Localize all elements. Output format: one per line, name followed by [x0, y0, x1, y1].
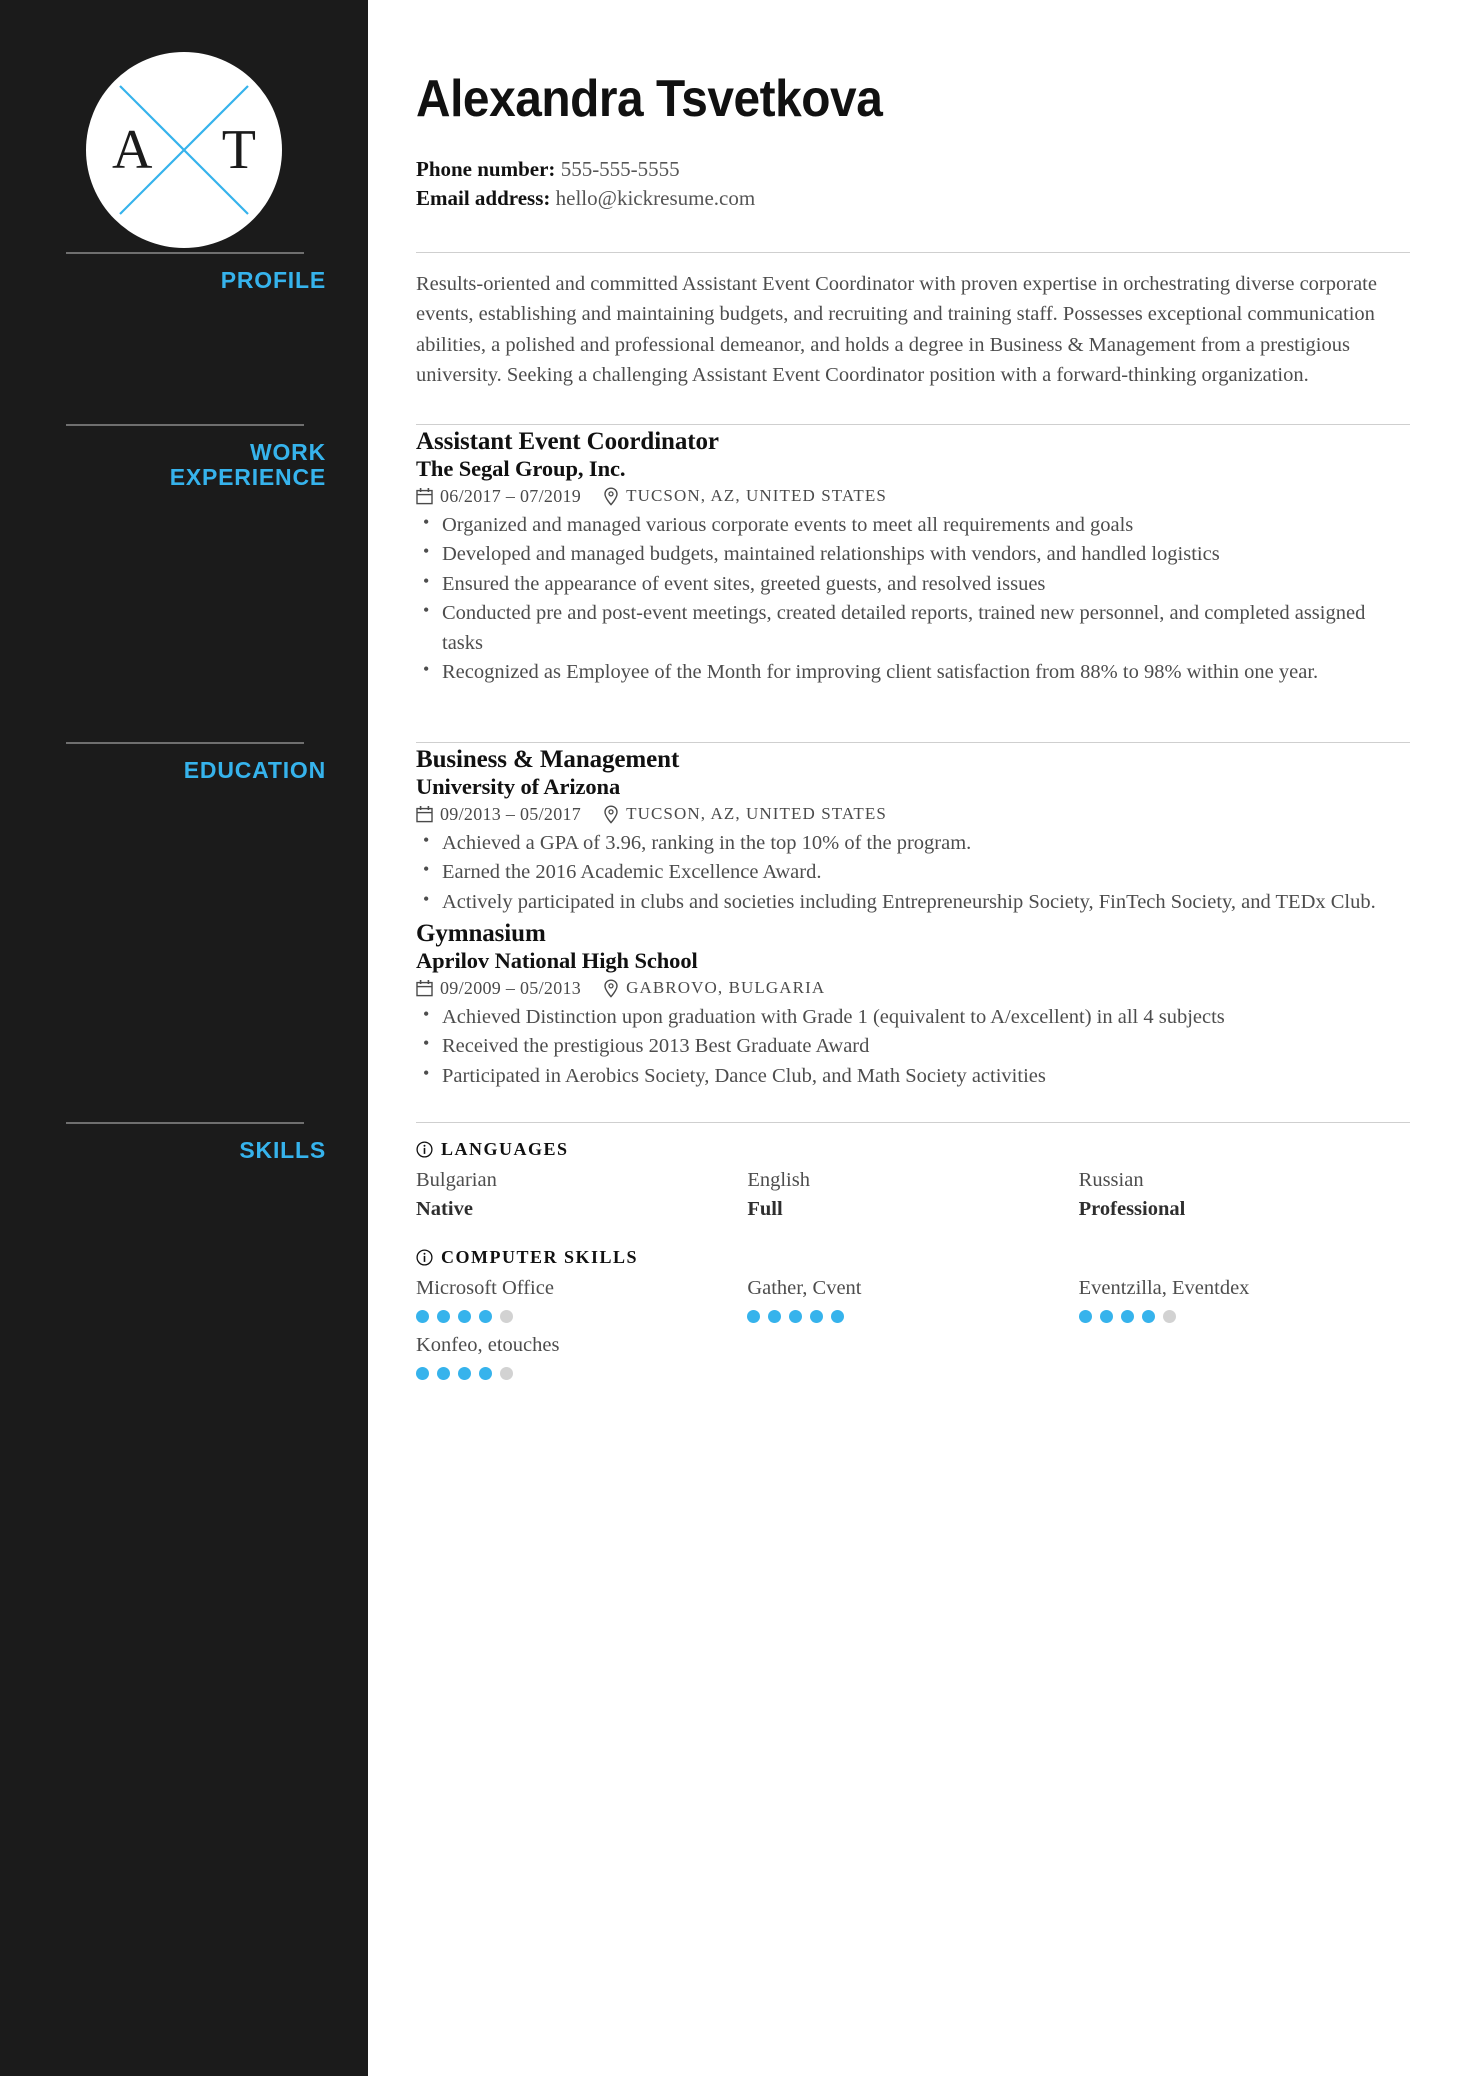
entry-bullet-list: [416, 829, 1410, 918]
list-item: • Participated in Aerobics Society, Dance Club, and Math Society activities: [416, 1062, 1410, 1092]
language-item: [416, 1166, 747, 1231]
rating-dot: [437, 1367, 450, 1380]
section-skills: [416, 1122, 1410, 1388]
computer-skill-name: Microsoft Office: [416, 1277, 554, 1300]
rating-dot: [831, 1310, 844, 1323]
rating-dot: [747, 1310, 760, 1323]
rating-dot: [1079, 1310, 1092, 1323]
contact-row-phone: [416, 155, 1410, 185]
list-item: • Recognized as Employee of the Month for improving client satisfaction from 88% to 98% within one year.: [416, 658, 1410, 688]
list-item: • Organized and managed various corporate events to meet all requirements and goals: [416, 511, 1410, 541]
sidebar-label-line: WORK: [249, 439, 326, 465]
sidebar-label-line: EXPERIENCE: [169, 463, 326, 490]
rating-dot: [500, 1310, 513, 1323]
entry-title: Gymnasium: [416, 920, 546, 948]
language-level: Full: [747, 1197, 783, 1220]
resume-entry: [416, 425, 1410, 688]
rating-dot: [789, 1310, 802, 1323]
sidebar-section-labels: [0, 0, 368, 2076]
entry-dates: 09/2013 – 05/2017: [440, 803, 582, 824]
section-education: [416, 742, 1410, 1091]
computer-skill-name: Eventzilla, Eventdex: [1078, 1277, 1250, 1300]
entry-title: Business & Management: [416, 746, 680, 773]
entry-title: Assistant Event Coordinator: [416, 428, 719, 455]
resume-entry: [416, 917, 1410, 1091]
contact-block: [416, 155, 1410, 215]
computer-skill-item: [416, 1274, 747, 1331]
info-icon: [416, 1141, 433, 1158]
rating-dot: [1163, 1310, 1176, 1323]
language-name: Bulgarian: [416, 1169, 497, 1191]
entry-organization: University of Arizona: [416, 774, 621, 799]
rating-dot: [768, 1310, 781, 1323]
education-entry-list: [416, 743, 1410, 1091]
location-pin-icon: [603, 979, 619, 998]
sidebar: [0, 0, 368, 2076]
list-item: • Achieved a GPA of 3.96, ranking in the top 10% of the program.: [416, 829, 1410, 859]
calendar-icon: [416, 805, 433, 823]
computer-skill-item: [416, 1331, 747, 1388]
language-item: [1079, 1166, 1410, 1231]
rating-dot: [437, 1310, 450, 1323]
calendar-icon: [416, 979, 433, 997]
sidebar-rule-profile: [66, 252, 304, 254]
rating-dot: [1121, 1310, 1134, 1323]
language-level: Native: [416, 1197, 473, 1220]
header: [416, 0, 1410, 214]
contact-label-email: Email address:: [416, 186, 551, 211]
section-profile: [416, 252, 1410, 390]
sidebar-label-line: SKILLS: [239, 1137, 326, 1163]
computer-skill-item: [747, 1274, 1078, 1331]
languages-heading: [416, 1139, 1410, 1160]
sidebar-rule-work-experience: [66, 424, 304, 426]
entry-meta: [416, 486, 1410, 507]
entry-organization: Aprilov National High School: [416, 948, 698, 974]
computer-skill-item: [1079, 1274, 1410, 1331]
computer-skill-name: Konfeo, etouches: [416, 1334, 560, 1357]
entry-location: TUCSON, AZ, UNITED STATES: [626, 486, 887, 506]
profile-summary-text: Results-oriented and committed Assistant Event Coordinator with proven expertise in orchestrating diverse corporate events, establishing and maintaining budgets, and recruiting and training staff. Possesses exceptional communication abilities, a polished and professional demeanor, and holds a degree in Business & Management from a prestigious university. Seeking a challenging Assistant Event Coordinator position with a forward-thinking organization.: [416, 273, 1377, 386]
rating-dot: [500, 1367, 513, 1380]
entry-location: GABROVO, BULGARIA: [626, 978, 826, 998]
contact-row-email: [416, 184, 1410, 214]
rating-dot: [416, 1310, 429, 1323]
sidebar-rule-education: [66, 742, 304, 744]
language-name: Russian: [1078, 1169, 1144, 1191]
sidebar-item-skills: [64, 1138, 326, 1163]
rating-dot: [1142, 1310, 1155, 1323]
language-level: Professional: [1078, 1197, 1186, 1220]
skill-rating: [747, 1310, 1078, 1323]
contact-value-phone: 555-555-5555: [560, 156, 680, 181]
skill-rating: [416, 1310, 747, 1323]
list-item: • Actively participated in clubs and societies including Entrepreneurship Society, FinTech Society, and TEDx Club.: [416, 888, 1410, 918]
rating-dot: [1100, 1310, 1113, 1323]
skill-rating: [1079, 1310, 1410, 1323]
entry-dates: 09/2009 – 05/2013: [440, 977, 582, 998]
languages-heading-label: LANGUAGES: [441, 1139, 569, 1159]
logo-initial-left: A: [112, 119, 153, 181]
entry-organization: The Segal Group, Inc.: [416, 456, 626, 481]
main-column: [368, 0, 1468, 2076]
sidebar-label-line: EDUCATION: [183, 757, 326, 783]
work-entry-list: [416, 425, 1410, 688]
contact-value-email: hello@kickresume.com: [555, 186, 756, 211]
rating-dot: [458, 1367, 471, 1380]
entry-meta: [416, 978, 1410, 999]
computer-skills-heading: [416, 1247, 1410, 1268]
entry-location: TUCSON, AZ, UNITED STATES: [626, 804, 887, 824]
page-title: Alexandra Tsvetkova: [416, 70, 883, 128]
entry-meta: [416, 804, 1410, 825]
rating-dot: [479, 1367, 492, 1380]
list-item: • Developed and managed budgets, maintained relationships with vendors, and handled logistics: [416, 540, 1410, 570]
list-item: • Earned the 2016 Academic Excellence Award.: [416, 858, 1410, 888]
languages-grid: [416, 1166, 1410, 1231]
list-item: • Ensured the appearance of event sites, greeted guests, and resolved issues: [416, 570, 1410, 600]
logo-initial-right: T: [221, 119, 256, 181]
rating-dot: [458, 1310, 471, 1323]
language-name: English: [747, 1169, 810, 1191]
entry-bullet-list: [416, 511, 1410, 688]
rating-dot: [416, 1367, 429, 1380]
info-icon: [416, 1249, 433, 1266]
computer-skills-heading-label: COMPUTER SKILLS: [441, 1247, 639, 1268]
section-divider: [416, 1122, 1410, 1123]
contact-label-phone: Phone number:: [416, 156, 556, 181]
calendar-icon: [416, 487, 433, 505]
sidebar-item-education: [64, 758, 326, 783]
entry-bullet-list: [416, 1003, 1410, 1092]
section-work-experience: [416, 424, 1410, 688]
entry-dates: 06/2017 – 07/2019: [440, 485, 582, 506]
sidebar-label-line: PROFILE: [220, 267, 326, 293]
list-item: • Conducted pre and post-event meetings, created detailed reports, trained new personnel, and completed assigned tasks: [416, 599, 1410, 658]
rating-dot: [479, 1310, 492, 1323]
list-item: • Received the prestigious 2013 Best Graduate Award: [416, 1032, 1410, 1062]
computer-skill-name: Gather, Cvent: [747, 1277, 862, 1300]
sidebar-item-work-experience: [64, 440, 326, 490]
location-pin-icon: [603, 487, 619, 506]
rating-dot: [810, 1310, 823, 1323]
skill-rating: [416, 1367, 747, 1380]
language-item: [747, 1166, 1078, 1231]
sidebar-item-profile: [64, 268, 326, 293]
computer-skills-grid: [416, 1274, 1410, 1387]
list-item: • Achieved Distinction upon graduation with Grade 1 (equivalent to A/excellent) in all 4 subjects: [416, 1003, 1410, 1033]
sidebar-rule-skills: [66, 1122, 304, 1124]
location-pin-icon: [603, 805, 619, 824]
resume-entry: [416, 743, 1410, 917]
